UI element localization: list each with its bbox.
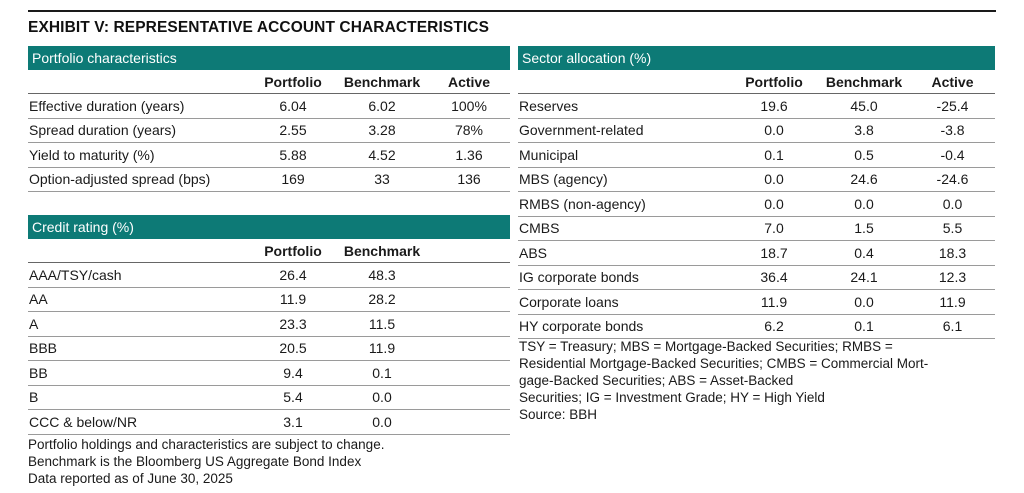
cell-value: 0.0	[910, 192, 995, 217]
row-label: A	[28, 312, 250, 337]
table-row	[518, 94, 995, 119]
footnote-line: Portfolio holdings and characteristics are subject to change.	[28, 437, 385, 452]
table-row	[28, 287, 510, 312]
portfolio-characteristics-panel	[28, 46, 510, 192]
credit-rating-table	[28, 239, 510, 435]
row-label: Corporate loans	[518, 290, 730, 315]
table-row	[518, 167, 995, 192]
cell-value: 18.3	[910, 241, 995, 266]
cell-value: 0.1	[818, 314, 910, 339]
column-header-active: Active	[428, 70, 510, 94]
row-label: AAA/TSY/cash	[28, 263, 250, 288]
exhibit-title: EXHIBIT V: REPRESENTATIVE ACCOUNT CHARACTERISTICS	[28, 19, 490, 36]
table-header-row	[28, 239, 510, 263]
row-label: Yield to maturity (%)	[28, 143, 250, 168]
footnote-line: TSY = Treasury; MBS = Mortgage-Backed Securities; RMBS =	[519, 339, 893, 354]
table-row	[518, 241, 995, 266]
table-row	[28, 167, 510, 192]
left-footnotes	[28, 436, 384, 487]
table-row	[518, 143, 995, 168]
row-label: RMBS (non-agency)	[518, 192, 730, 217]
cell-value: 169	[250, 167, 336, 192]
cell-value: 0.0	[336, 385, 428, 410]
footnote-line: Residential Mortgage-Backed Securities; CMBS = Commercial Mort-	[519, 356, 929, 371]
cell-value: 0.0	[818, 290, 910, 315]
footnote-line: gage-Backed Securities; ABS = Asset-Backed	[519, 373, 794, 388]
cell-value: -3.8	[910, 118, 995, 143]
empty-cell	[428, 287, 510, 312]
cell-value: 0.4	[818, 241, 910, 266]
row-label: CMBS	[518, 216, 730, 241]
table-row	[28, 312, 510, 337]
cell-value: 28.2	[336, 287, 428, 312]
portfolio-characteristics-header: Portfolio characteristics	[28, 46, 510, 70]
cell-value: 11.9	[250, 287, 336, 312]
column-header-benchmark: Benchmark	[336, 70, 428, 94]
row-label: IG corporate bonds	[518, 265, 730, 290]
table-row	[28, 336, 510, 361]
empty-cell	[428, 263, 510, 288]
cell-value: 45.0	[818, 94, 910, 119]
empty-cell	[428, 336, 510, 361]
table-row	[28, 263, 510, 288]
row-label: B	[28, 385, 250, 410]
cell-value: 48.3	[336, 263, 428, 288]
column-header-portfolio: Portfolio	[250, 70, 336, 94]
column-header-empty	[428, 239, 510, 263]
cell-value: 5.88	[250, 143, 336, 168]
cell-value: 0.0	[730, 167, 818, 192]
cell-value: 5.4	[250, 385, 336, 410]
cell-value: 0.5	[818, 143, 910, 168]
table-row	[518, 192, 995, 217]
cell-value: -0.4	[910, 143, 995, 168]
table-row	[518, 216, 995, 241]
table-row	[28, 143, 510, 168]
table-row	[518, 290, 995, 315]
cell-value: 136	[428, 167, 510, 192]
sector-allocation-table	[518, 70, 995, 339]
sector-allocation-header: Sector allocation (%)	[518, 46, 995, 70]
cell-value: 23.3	[250, 312, 336, 337]
row-label: Reserves	[518, 94, 730, 119]
cell-value: 11.9	[730, 290, 818, 315]
cell-value: 3.8	[818, 118, 910, 143]
cell-value: 6.04	[250, 94, 336, 119]
cell-value: 12.3	[910, 265, 995, 290]
row-label: Spread duration (years)	[28, 118, 250, 143]
row-label: BBB	[28, 336, 250, 361]
label-column-header	[28, 239, 250, 263]
column-header-active: Active	[910, 70, 995, 94]
cell-value: 0.1	[730, 143, 818, 168]
sector-allocation-panel	[518, 46, 995, 339]
footnote-line: Securities; IG = Investment Grade; HY = High Yield	[519, 390, 825, 405]
table-header-row	[518, 70, 995, 94]
cell-value: 0.0	[818, 192, 910, 217]
empty-cell	[428, 410, 510, 435]
footnote-line: Benchmark is the Bloomberg US Aggregate Bond Index	[28, 454, 362, 469]
row-label: Government-related	[518, 118, 730, 143]
cell-value: 1.5	[818, 216, 910, 241]
column-header-portfolio: Portfolio	[250, 239, 336, 263]
column-header-benchmark: Benchmark	[336, 239, 428, 263]
row-label: MBS (agency)	[518, 167, 730, 192]
empty-cell	[428, 312, 510, 337]
row-label: Municipal	[518, 143, 730, 168]
cell-value: 18.7	[730, 241, 818, 266]
table-row	[518, 314, 995, 339]
table-row	[518, 265, 995, 290]
cell-value: 4.52	[336, 143, 428, 168]
credit-rating-panel	[28, 215, 510, 435]
table-row	[518, 118, 995, 143]
row-label: ABS	[518, 241, 730, 266]
label-column-header	[28, 70, 250, 94]
table-row	[28, 385, 510, 410]
cell-value: 7.0	[730, 216, 818, 241]
row-label: BB	[28, 361, 250, 386]
empty-cell	[428, 361, 510, 386]
cell-value: 11.5	[336, 312, 428, 337]
cell-value: 33	[336, 167, 428, 192]
cell-value: 2.55	[250, 118, 336, 143]
credit-rating-header: Credit rating (%)	[28, 215, 510, 239]
cell-value: 36.4	[730, 265, 818, 290]
footnote-line: Source: BBH	[519, 407, 598, 422]
right-footnotes	[519, 338, 928, 423]
cell-value: 0.1	[336, 361, 428, 386]
cell-value: 20.5	[250, 336, 336, 361]
top-rule	[28, 10, 996, 12]
cell-value: -25.4	[910, 94, 995, 119]
cell-value: 0.0	[730, 192, 818, 217]
row-label: HY corporate bonds	[518, 314, 730, 339]
table-header-row	[28, 70, 510, 94]
cell-value: 24.1	[818, 265, 910, 290]
cell-value: 6.1	[910, 314, 995, 339]
cell-value: 5.5	[910, 216, 995, 241]
table-row	[28, 118, 510, 143]
cell-value: 100%	[428, 94, 510, 119]
cell-value: 3.1	[250, 410, 336, 435]
table-row	[28, 94, 510, 119]
column-header-portfolio: Portfolio	[730, 70, 818, 94]
cell-value: 24.6	[818, 167, 910, 192]
cell-value: 0.0	[336, 410, 428, 435]
cell-value: 78%	[428, 118, 510, 143]
portfolio-characteristics-table	[28, 70, 510, 192]
column-header-benchmark: Benchmark	[818, 70, 910, 94]
cell-value: 6.2	[730, 314, 818, 339]
cell-value: 26.4	[250, 263, 336, 288]
table-row	[28, 361, 510, 386]
row-label: Option-adjusted spread (bps)	[28, 167, 250, 192]
cell-value: 1.36	[428, 143, 510, 168]
row-label: CCC & below/NR	[28, 410, 250, 435]
cell-value: 9.4	[250, 361, 336, 386]
cell-value: 0.0	[730, 118, 818, 143]
label-column-header	[518, 70, 730, 94]
row-label: AA	[28, 287, 250, 312]
cell-value: 11.9	[910, 290, 995, 315]
footnote-line: Data reported as of June 30, 2025	[28, 471, 233, 486]
cell-value: -24.6	[910, 167, 995, 192]
empty-cell	[428, 385, 510, 410]
row-label: Effective duration (years)	[28, 94, 250, 119]
table-row	[28, 410, 510, 435]
cell-value: 3.28	[336, 118, 428, 143]
cell-value: 19.6	[730, 94, 818, 119]
cell-value: 11.9	[336, 336, 428, 361]
cell-value: 6.02	[336, 94, 428, 119]
